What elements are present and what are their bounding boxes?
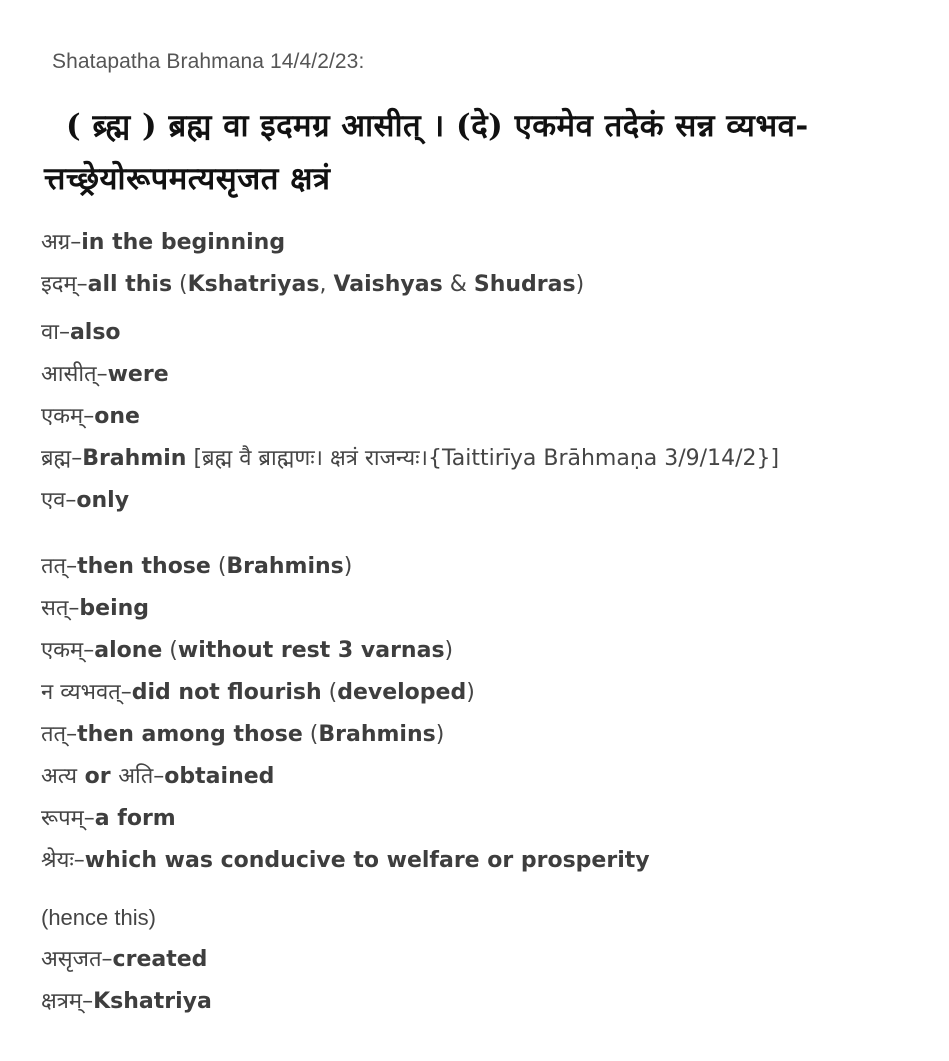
glossary-entry xyxy=(41,270,584,300)
comma: , xyxy=(319,272,334,297)
gloss-shudras: Shudras xyxy=(473,272,576,297)
sanskrit-term: एकम् xyxy=(41,404,84,429)
english-gloss: being xyxy=(79,596,150,621)
glossary-entry xyxy=(41,846,650,876)
dash: – xyxy=(120,680,132,705)
glossary-entry xyxy=(41,804,176,834)
sanskrit-term: अत्य xyxy=(41,764,77,789)
paren-open: ( xyxy=(162,638,178,663)
glossary-entry xyxy=(41,762,274,792)
hence-note: (hence this) xyxy=(41,905,156,930)
gloss-detail: developed xyxy=(337,680,467,705)
dash: – xyxy=(66,554,78,579)
dash: – xyxy=(71,446,83,471)
paren-open: ( xyxy=(210,554,227,579)
sanskrit-term-alt: अति xyxy=(118,764,154,789)
english-gloss: only xyxy=(76,488,130,513)
gloss-brahmins: Brahmins xyxy=(226,554,344,579)
paren-close: ) xyxy=(444,638,454,663)
glossary-entry xyxy=(41,402,140,432)
glossary-entry xyxy=(41,720,444,750)
sanskrit-term: क्षत्रम् xyxy=(41,989,83,1014)
dash: – xyxy=(68,596,80,621)
glossary-note xyxy=(41,903,156,934)
english-gloss: then among those xyxy=(77,722,303,747)
sanskrit-term: एकम् xyxy=(41,638,84,663)
english-gloss: one xyxy=(94,404,140,429)
dash: – xyxy=(101,947,113,972)
paren-close: ) xyxy=(575,272,585,297)
dash: – xyxy=(76,272,88,297)
sanskrit-term: इदम् xyxy=(41,272,77,297)
glossary-entry xyxy=(41,360,169,390)
english-gloss: alone xyxy=(94,638,163,663)
page-heading: Shatapatha Brahmana 14/4/2/23: xyxy=(52,50,365,73)
paren-open: ( xyxy=(321,680,338,705)
english-gloss: also xyxy=(69,320,121,345)
english-gloss: did not flourish xyxy=(131,680,322,705)
scanned-sanskrit-line-2: त्तच्छ्रेयोरूपमत्यसृजत क्षत्रं xyxy=(44,161,331,197)
sanskrit-term: एव xyxy=(41,488,66,513)
gloss-brahmins: Brahmins xyxy=(318,722,436,747)
glossary-entry xyxy=(41,444,779,474)
english-gloss: which was conducive to welfare or prosperity xyxy=(84,848,650,873)
glossary-entry xyxy=(41,594,149,624)
dash: – xyxy=(58,320,70,345)
sanskrit-term: सत् xyxy=(41,596,69,621)
dash: – xyxy=(83,638,95,663)
english-gloss: in the beginning xyxy=(81,230,286,255)
sanskrit-term: श्रेयः xyxy=(41,848,74,873)
glossary-entry xyxy=(41,486,129,516)
english-gloss: created xyxy=(112,947,208,972)
paren-close: ) xyxy=(435,722,445,747)
english-gloss: then those xyxy=(77,554,211,579)
english-gloss: were xyxy=(107,362,169,387)
citation-note: [ब्रह्म वै ब्राह्मणः। क्षत्रं राजन्यः।{Taittirīya Brāhmaṇa 3/9/14/2}] xyxy=(186,446,780,471)
sanskrit-term: तत् xyxy=(41,722,67,747)
dash: – xyxy=(82,989,94,1014)
sanskrit-term: रूपम् xyxy=(41,806,84,831)
gloss-detail: without rest 3 varnas xyxy=(177,638,445,663)
dash: – xyxy=(96,362,108,387)
dash: – xyxy=(66,722,78,747)
english-gloss: Kshatriya xyxy=(93,989,212,1014)
english-gloss: Brahmin xyxy=(82,446,187,471)
paren-close: ) xyxy=(343,554,353,579)
paren-close: ) xyxy=(466,680,475,705)
sanskrit-term: आसीत् xyxy=(41,362,97,387)
gloss-kshatriyas: Kshatriyas xyxy=(187,272,320,297)
dash: – xyxy=(153,764,165,789)
english-gloss: a form xyxy=(94,806,176,831)
dash: – xyxy=(83,404,95,429)
english-gloss: all this xyxy=(87,272,173,297)
gloss-vaishyas: Vaishyas xyxy=(333,272,443,297)
dash: – xyxy=(83,806,95,831)
glossary-entry xyxy=(41,987,212,1017)
ampersand: & xyxy=(442,272,474,297)
sanskrit-term: न व्यभवत् xyxy=(41,680,121,705)
dash: – xyxy=(70,230,82,255)
sanskrit-term: ब्रह्म xyxy=(41,446,72,471)
glossary-entry xyxy=(41,552,352,582)
sanskrit-term: अग्र xyxy=(41,230,71,255)
or-word: or xyxy=(76,764,119,789)
dash: – xyxy=(73,848,85,873)
glossary-entry xyxy=(41,678,475,708)
scanned-sanskrit-line-1: ( ब्र्ह्म ) ब्रह्म वा इदमग्र आसीत् । (दे) एकमेव तदेकं सन्न व्यभव- xyxy=(66,108,809,144)
dash: – xyxy=(65,488,77,513)
paren-open: ( xyxy=(302,722,319,747)
glossary-entry xyxy=(41,636,453,666)
glossary-entry xyxy=(41,228,285,258)
sanskrit-term: असृजत xyxy=(41,947,102,972)
glossary-entry xyxy=(41,945,207,975)
english-gloss: obtained xyxy=(164,764,275,789)
glossary-entry xyxy=(41,318,121,348)
sanskrit-term: वा xyxy=(41,320,59,345)
paren-open: ( xyxy=(172,272,188,297)
sanskrit-term: तत् xyxy=(41,554,67,579)
